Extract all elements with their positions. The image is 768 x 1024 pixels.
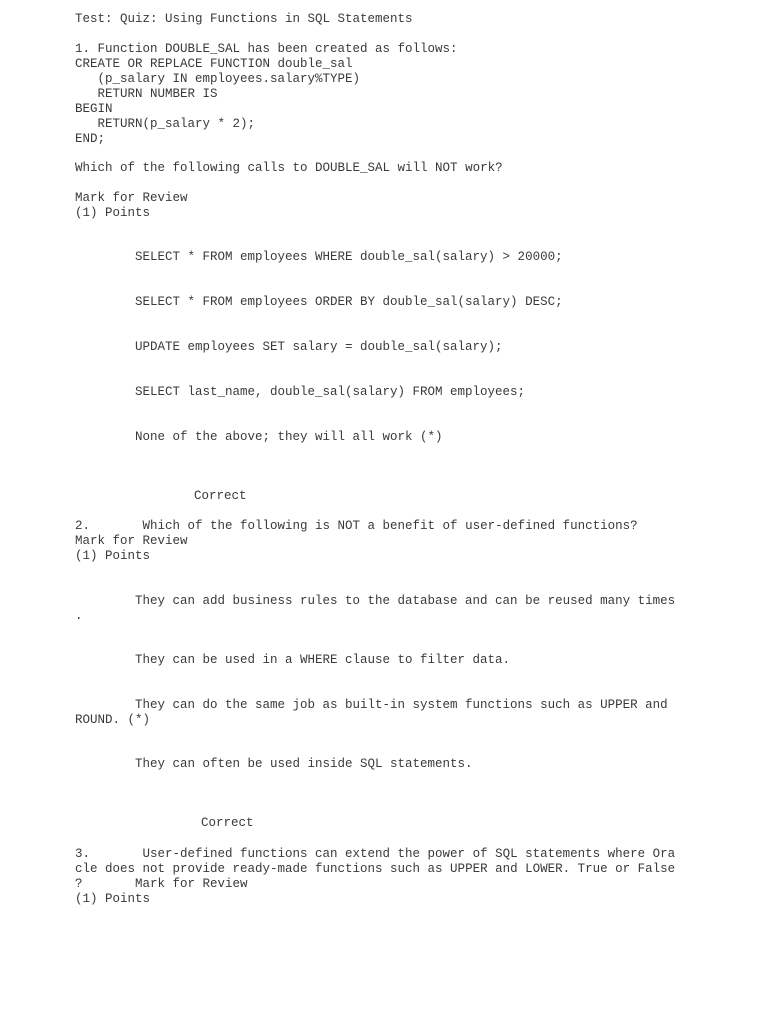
q1-code-line: RETURN(p_salary * 2); (75, 117, 256, 131)
q1-mark-for-review[interactable]: Mark for Review (75, 191, 188, 205)
q1-points: (1) Points (75, 206, 151, 220)
q1-code-line: BEGIN (75, 102, 113, 116)
q2-mark-for-review[interactable]: Mark for Review (75, 534, 188, 548)
q1-option-5[interactable]: None of the above; they will all work (*) (135, 430, 443, 444)
q2-option-4[interactable]: They can often be used inside SQL statements. (135, 757, 473, 771)
q2-option-2[interactable]: They can be used in a WHERE clause to filter data. (135, 653, 511, 667)
q1-feedback: Correct (194, 489, 247, 503)
q1-option-3[interactable]: UPDATE employees SET salary = double_sal(salary); (135, 340, 503, 354)
q3-question-line: ? Mark for Review (75, 877, 248, 891)
q2-option-3-line: They can do the same job as built-in system functions such as UPPER and (135, 698, 668, 712)
q1-option-4[interactable]: SELECT last_name, double_sal(salary) FROM employees; (135, 385, 526, 399)
q1-code-line: RETURN NUMBER IS (75, 87, 218, 101)
q2-question-text: 2. Which of the following is NOT a benefit of user-defined functions? (75, 519, 638, 533)
q1-option-1[interactable]: SELECT * FROM employees WHERE double_sal(salary) > 20000; (135, 250, 563, 264)
page-title: Test: Quiz: Using Functions in SQL Statements (75, 12, 413, 26)
q1-code-line: 1. Function DOUBLE_SAL has been created as follows: (75, 42, 458, 56)
q1-code-line: (p_salary IN employees.salary%TYPE) (75, 72, 361, 86)
q1-option-2[interactable]: SELECT * FROM employees ORDER BY double_sal(salary) DESC; (135, 295, 563, 309)
q3-question-line: cle does not provide ready-made functions such as UPPER and LOWER. True or False (75, 862, 676, 876)
q2-points: (1) Points (75, 549, 151, 563)
q1-code-line: CREATE OR REPLACE FUNCTION double_sal (75, 57, 353, 71)
q3-question-line: 3. User-defined functions can extend the power of SQL statements where Ora (75, 847, 676, 861)
q2-feedback: Correct (201, 816, 254, 830)
q2-option-3-line: ROUND. (*) (75, 713, 151, 727)
q2-option-1-line: . (75, 609, 83, 623)
q3-points: (1) Points (75, 892, 151, 906)
q1-code-line: END; (75, 132, 106, 146)
q2-option-1-line: They can add business rules to the database and can be reused many times (135, 594, 676, 608)
q1-question-text: Which of the following calls to DOUBLE_SAL will NOT work? (75, 161, 503, 175)
